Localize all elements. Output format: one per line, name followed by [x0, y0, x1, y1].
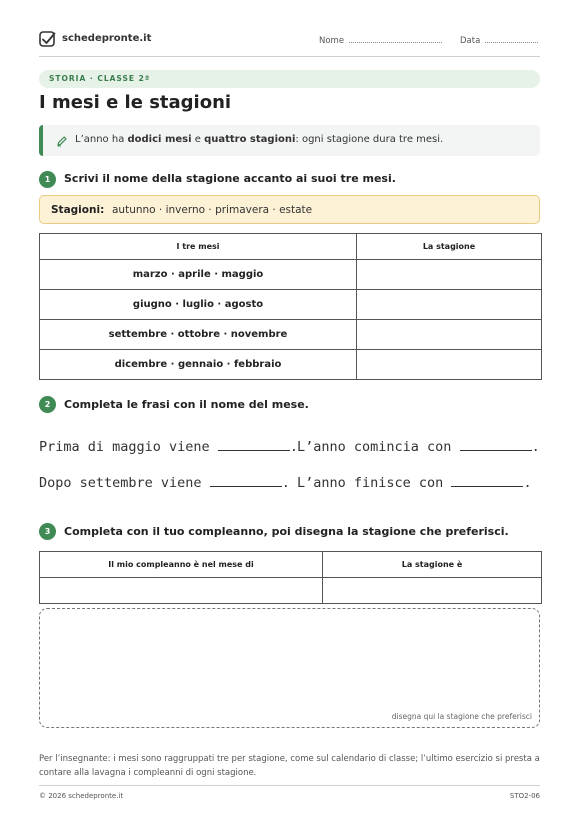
exercise-1-title: Scrivi il nome della stagione accanto ai suoi tre mesi.	[64, 172, 396, 185]
subject-banner: STORIA · CLASSE 2ª	[39, 70, 540, 88]
info-callout	[39, 125, 540, 156]
seasons-word-bank	[39, 195, 540, 224]
date-field[interactable]	[460, 35, 538, 46]
name-field[interactable]	[319, 35, 442, 46]
date-line[interactable]	[485, 35, 538, 43]
sentence-text: L’anno finisce con	[297, 475, 444, 491]
sentence-item	[297, 439, 540, 455]
answer-blank[interactable]	[218, 439, 290, 451]
sentence-period: .	[523, 475, 532, 491]
months-cell: dicembre · gennaio · febbraio	[40, 350, 357, 380]
table-row	[40, 578, 542, 604]
exercise-1-number: 1	[39, 171, 56, 188]
callout-prefix: L’anno ha	[75, 134, 128, 145]
birthday-season-cell[interactable]	[323, 578, 542, 604]
pencil-icon	[56, 135, 68, 147]
sentence-text: Dopo settembre viene	[39, 475, 202, 491]
footer-copyright: © 2026 schedepronte.it	[39, 792, 124, 800]
answer-blank[interactable]	[210, 475, 282, 487]
table-header-row	[40, 552, 542, 578]
season-answer-cell[interactable]	[357, 350, 542, 380]
sentence-item	[39, 439, 298, 455]
page-header	[39, 29, 540, 57]
months-cell: settembre · ottobre · novembre	[40, 320, 357, 350]
answer-blank[interactable]	[460, 439, 532, 451]
callout-middle: e	[191, 134, 205, 145]
exercise-3-title: Completa con il tuo compleanno, poi disegna la stagione che preferisci.	[64, 525, 509, 538]
callout-bold-months: dodici mesi	[127, 134, 192, 145]
season-answer-cell[interactable]	[357, 320, 542, 350]
months-cell: marzo · aprile · maggio	[40, 260, 357, 290]
season-answer-cell[interactable]	[357, 290, 542, 320]
drawing-area[interactable]	[39, 608, 540, 728]
sentence-text: L’anno comincia con	[297, 439, 452, 455]
sentence-item	[297, 475, 532, 491]
months-seasons-table	[39, 233, 542, 380]
exercise-2-number: 2	[39, 396, 56, 413]
birthday-table	[39, 551, 542, 604]
answer-blank[interactable]	[451, 475, 523, 487]
callout-bold-seasons: quattro stagioni	[204, 134, 296, 145]
table-header-birthday-month: Il mio compleanno è nel mese di	[40, 552, 323, 578]
checkbox-logo-icon	[39, 31, 56, 48]
season-answer-cell[interactable]	[357, 260, 542, 290]
table-row	[40, 260, 542, 290]
teacher-note: Per l’insegnante: i mesi sono raggruppati tre per stagione, come sul calendario di classe; l’ultimo esercizio si presta a contare alla lavagna i compleanni di ogni stagione.	[39, 754, 540, 778]
months-cell: giugno · luglio · agosto	[40, 290, 357, 320]
page-title: I mesi e le stagioni	[39, 92, 232, 113]
table-header-birthday-season: La stagione è	[323, 552, 542, 578]
exercise-2-title: Completa le frasi con il nome del mese.	[64, 398, 309, 411]
word-bank-label: Stagioni:	[51, 204, 105, 216]
date-label: Data	[460, 36, 481, 46]
word-bank-values: autunno · inverno · primavera · estate	[112, 204, 313, 216]
footer-code: STO2-06	[509, 792, 540, 800]
table-header-months: I tre mesi	[40, 234, 357, 260]
table-row	[40, 320, 542, 350]
drawing-area-hint: disegna qui la stagione che preferisci	[391, 712, 532, 721]
brand-name: schedepronte.it	[62, 33, 152, 44]
table-header-row	[40, 234, 542, 260]
sentence-period: .	[289, 439, 298, 455]
table-header-season: La stagione	[357, 234, 542, 260]
sentence-period: .	[281, 475, 290, 491]
sentence-item	[39, 475, 290, 491]
page-footer	[39, 785, 540, 800]
callout-suffix: : ogni stagione dura tre mesi.	[295, 134, 444, 145]
table-row	[40, 290, 542, 320]
name-label: Nome	[319, 36, 345, 46]
callout-text	[75, 134, 443, 145]
sentence-text: Prima di maggio viene	[39, 439, 210, 455]
sentence-period: .	[531, 439, 540, 455]
exercise-3-number: 3	[39, 523, 56, 540]
table-row	[40, 350, 542, 380]
birthday-month-cell[interactable]	[40, 578, 323, 604]
name-line[interactable]	[349, 35, 442, 43]
